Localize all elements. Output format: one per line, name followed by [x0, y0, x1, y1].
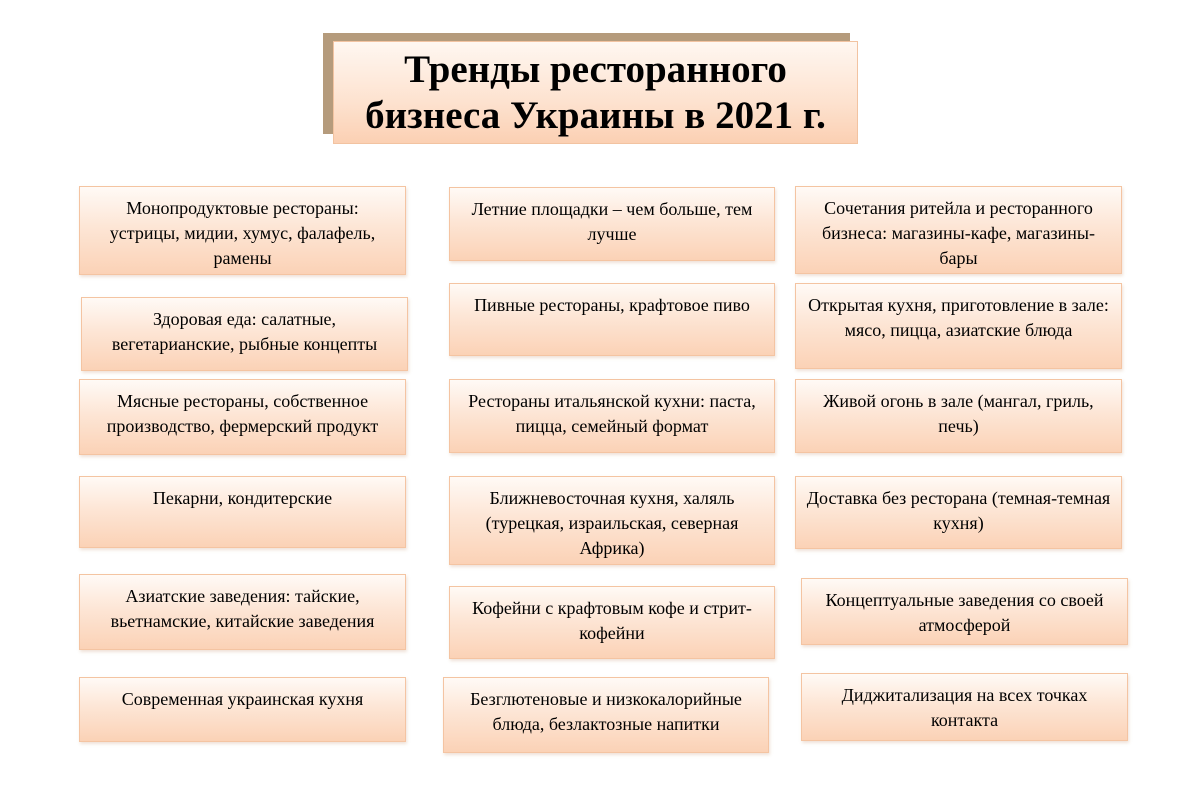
- trend-middle-eastern: Ближневосточная кухня, халяль (турецкая, израильская, северная Африка): [449, 476, 775, 565]
- trend-meat-restaurants: Мясные рестораны, собственное производство, фермерский продукт: [79, 379, 406, 455]
- trend-dark-kitchen: Доставка без ресторана (темная-темная кухня): [795, 476, 1122, 549]
- trend-bakeries: Пекарни, кондитерские: [79, 476, 406, 548]
- title-box: [333, 41, 858, 144]
- trend-open-kitchen: Открытая кухня, приготовление в зале: мясо, пицца, азиатские блюда: [795, 283, 1122, 369]
- trend-concept-venues: Концептуальные заведения со своей атмосферой: [801, 578, 1128, 645]
- trend-craft-coffee: Кофейни с крафтовым кофе и стрит-кофейни: [449, 586, 775, 659]
- trend-retail-combination: Сочетания ритейла и ресторанного бизнеса: магазины-кафе, магазины-бары: [795, 186, 1122, 274]
- trend-live-fire: Живой огонь в зале (мангал, гриль, печь): [795, 379, 1122, 453]
- trend-ukrainian-cuisine: Современная украинская кухня: [79, 677, 406, 742]
- trend-gluten-free: Безглютеновые и низкокалорийные блюда, безлактозные напитки: [443, 677, 769, 753]
- trend-summer-terraces: Летние площадки – чем больше, тем лучше: [449, 187, 775, 261]
- trend-digitalization: Диджитализация на всех точках контакта: [801, 673, 1128, 741]
- trend-italian-restaurants: Рестораны итальянской кухни: паста, пицца, семейный формат: [449, 379, 775, 453]
- trend-asian-places: Азиатские заведения: тайские, вьетнамские, китайские заведения: [79, 574, 406, 650]
- trend-beer-restaurants: Пивные рестораны, крафтовое пиво: [449, 283, 775, 356]
- trend-monoproduct-restaurants: Монопродуктовые рестораны: устрицы, мидии, хумус, фалафель, рамены: [79, 186, 406, 275]
- page-title: Тренды ресторанного бизнеса Украины в 2021 г.: [365, 47, 826, 137]
- trend-healthy-food: Здоровая еда: салатные, вегетарианские, рыбные концепты: [81, 297, 408, 371]
